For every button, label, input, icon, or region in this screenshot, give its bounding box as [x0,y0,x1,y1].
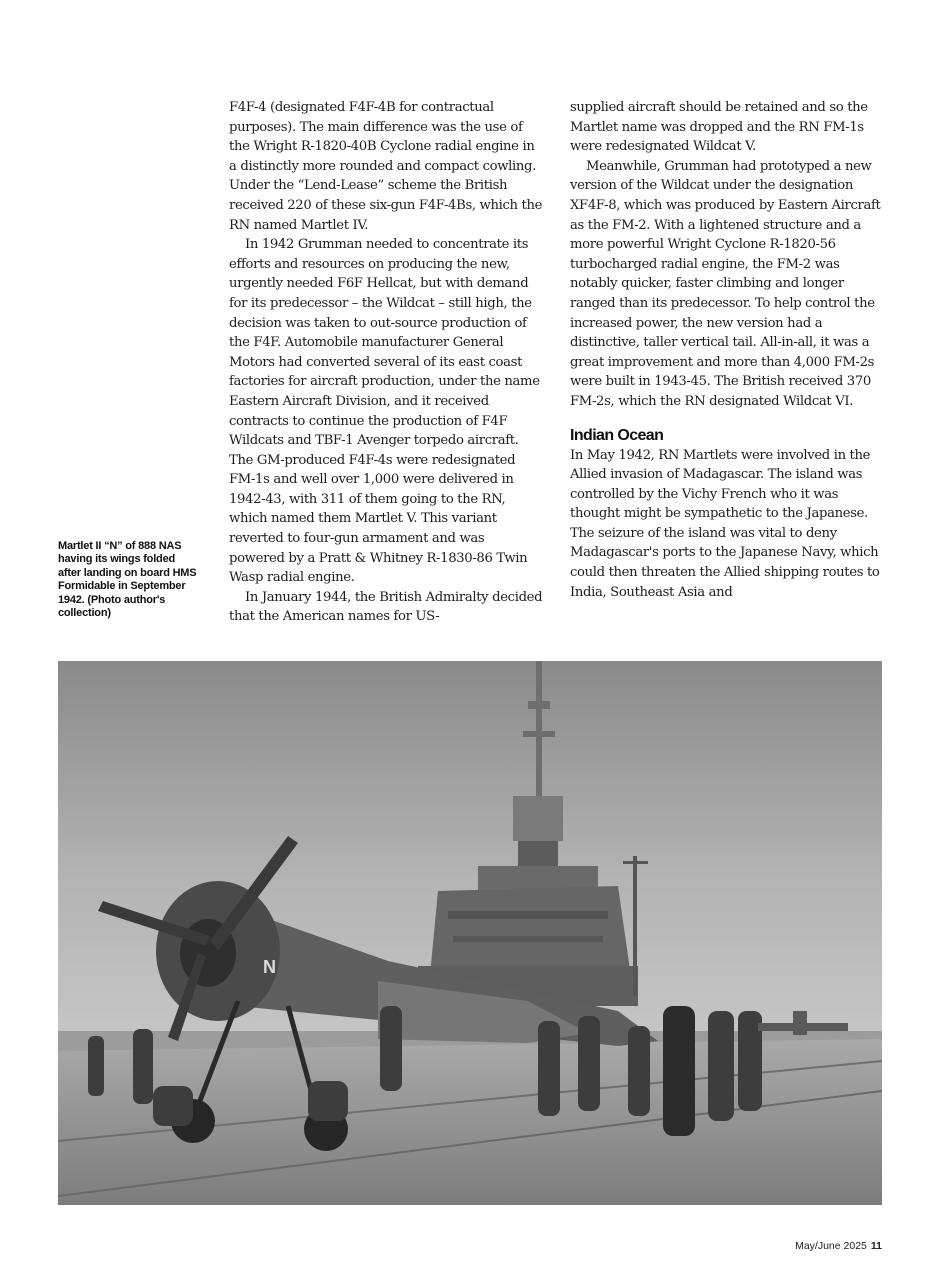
page-number: 11 [870,1240,882,1252]
article-column-2 [570,98,884,602]
paragraph: Meanwhile, Grumman had prototyped a new version of the Wildcat under the designation XF4F-8, which was produced by Eastern Aircraft as the FM-2. With a lightened structure and a more powerful Wright Cyclone R-1820-56 turbocharged radial engine, the FM-2 was notably quicker, faster climbing and longer ranged than its predecessor. To help control the increased power, the new version had a distinctive, taller vertical tail. All-in-all, it was a great improvement and more than 4,000 FM-2s were built in 1943-45. The British received 370 FM-2s, which the RN designated Wildcat VI. [570,158,881,409]
page-footer [660,1240,882,1252]
paragraph: F4F-4 (designated F4F-4B for contractual purposes). The main difference was the use of the Wright R-1820-40B Cyclone radial engine in a distinctly more rounded and compact cowling. Under the “Lend-Lease” scheme the British received 220 of these six-gun F4F-4Bs, which the RN named Martlet IV. [229,100,543,233]
article-column-1 [229,98,543,627]
paragraph: In January 1944, the British Admiralty decided that the American names for US- [229,589,543,625]
paragraph: In May 1942, RN Martlets were involved in the Allied invasion of Madagascar. The island was controlled by the Vichy French who it was thought might be sympathetic to the Japanese. The seizure of the island was vital to deny Madagascar's ports to the Japanese Navy, which could then threaten the Allied shipping routes to India, Southeast Asia and [570,447,880,600]
paragraph: In 1942 Grumman needed to concentrate its efforts and resources on producing the new, urgently needed F6F Hellcat, but with demand for its predecessor – the Wildcat – still high, the decision was taken to out-source production of the F4F. Automobile manufacturer General Motors had converted several of its east coast factories for aircraft production, under the name Eastern Aircraft Division, and it received contracts to continue the production of F4F Wildcats and TBF-1 Avenger torpedo aircraft. The GM-produced F4F-4s were redesignated FM-1s and well over 1,000 were delivered in 1942-43, with 311 of them going to the RN, which named them Martlet V. This variant reverted to four-gun armament and was powered by a Pratt & Whitney R-1830-86 Twin Wasp radial engine. [229,237,540,586]
section-heading: Indian Ocean [570,426,664,444]
paragraph: supplied aircraft should be retained and so the Martlet name was dropped and the RN FM-1s were redesignated Wildcat V. [570,100,868,155]
photo-caption: Martlet II “N” of 888 NAS having its wings folded after landing on board HMS Formidable in September 1942. (Photo author's collection) [58,540,197,620]
carrier-deck-photo [58,661,882,1205]
svg-text:N: N [263,957,276,977]
issue-date: May/June 2025 [795,1240,867,1252]
